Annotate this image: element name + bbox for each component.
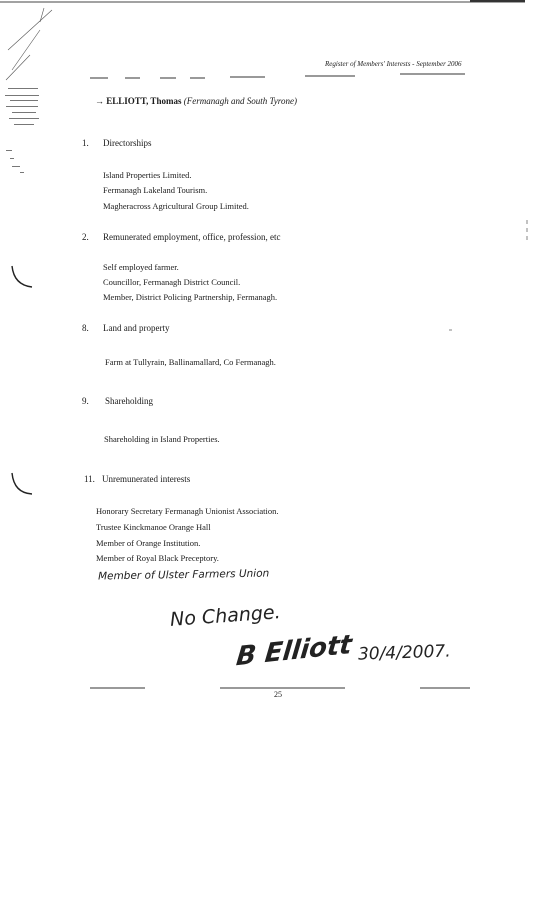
list-item: Fermanagh Lakeland Tourism. bbox=[103, 185, 208, 195]
member-constituency: (Fermanagh and South Tyrone) bbox=[183, 96, 297, 106]
section-number: 2. bbox=[82, 232, 89, 242]
member-heading bbox=[95, 96, 297, 106]
member-name: ELLIOTT, Thomas bbox=[106, 96, 182, 106]
bullet-arrow-icon: → bbox=[95, 96, 107, 106]
list-item: Member of Royal Black Preceptory. bbox=[96, 553, 219, 563]
list-item: Island Properties Limited. bbox=[103, 170, 192, 180]
list-item: Magheracross Agricultural Group Limited. bbox=[103, 201, 249, 211]
signature: B Elliott bbox=[234, 629, 354, 673]
section-title: Unremunerated interests bbox=[102, 474, 191, 484]
section-title: Land and property bbox=[103, 323, 170, 333]
list-item: Honorary Secretary Fermanagh Unionist Association. bbox=[96, 506, 279, 516]
section-title: Shareholding bbox=[105, 396, 153, 406]
running-header: Register of Members' Interests - September 2006 bbox=[325, 60, 462, 68]
handwritten-date: 30/4/2007. bbox=[357, 641, 451, 665]
list-item: Self employed farmer. bbox=[103, 262, 179, 272]
section-title: Remunerated employment, office, profession, etc bbox=[103, 232, 281, 242]
handwritten-note: No Change. bbox=[169, 601, 282, 631]
section-number: 8. bbox=[82, 323, 89, 333]
section-number: 9. bbox=[82, 396, 89, 406]
section-number: 1. bbox=[82, 138, 89, 148]
list-item: Councillor, Fermanagh District Council. bbox=[103, 277, 241, 287]
list-item: Shareholding in Island Properties. bbox=[104, 434, 220, 444]
section-title: Directorships bbox=[103, 138, 152, 148]
list-item: Trustee Kinckmanoe Orange Hall bbox=[96, 522, 211, 532]
list-item: Farm at Tullyrain, Ballinamallard, Co Fermanagh. bbox=[105, 357, 276, 367]
list-item: Member of Orange Institution. bbox=[96, 538, 201, 548]
list-item: Member, District Policing Partnership, Fermanagh. bbox=[103, 292, 278, 302]
page-number: 25 bbox=[274, 690, 282, 699]
section-number: 11. bbox=[84, 474, 95, 484]
handwritten-added-item: Member of Ulster Farmers Union bbox=[97, 567, 270, 583]
